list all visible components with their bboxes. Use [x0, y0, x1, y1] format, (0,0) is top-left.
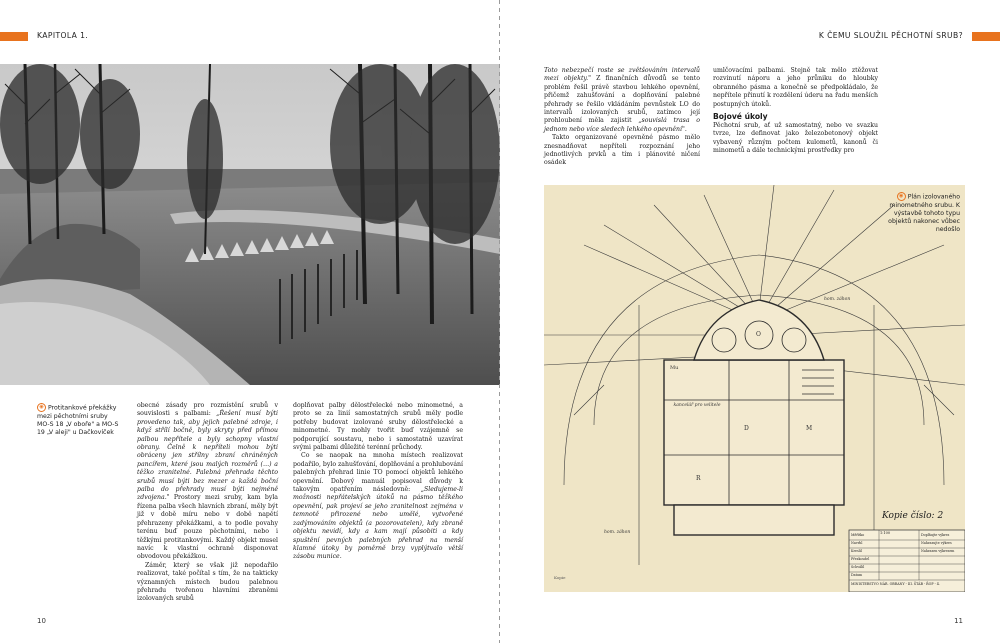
caption-marker-icon: ◉	[37, 403, 46, 412]
right-page	[500, 0, 1000, 643]
running-header: KAPITOLA 1.	[37, 31, 89, 40]
paragraph: Toto nebezpečí roste se zvětšováním intervalů mezi objekty." Z finančních důvodů se tento problém řešil právě stavbou lehkého opevnění, přičemž zahušťování a doplňování palebné přehrady se řešilo vkládáním pevnůstek LO do intervalů izolovaných srubů, zatímco její prohloubení měla zajistit „souvislá trasa o jednom nebo více sledech lehkého opevnění".	[544, 67, 700, 133]
paragraph: Pěchotní srub, ať už samostatný, nebo ve svazku tvrze, lze definovat jako železobetonový objekt vybavený různým počtem kulometů, kanonů či minometů a dále technickými prostředky pro	[713, 122, 878, 155]
accent-bar	[0, 32, 28, 41]
room-label: hom. záhon	[604, 530, 631, 535]
room-label: hom. záhon	[824, 297, 851, 302]
plan-caption: ◉ Plán izolovaného minometného srubu. K výstavbě tohoto typu objektů nakonec vůbec nedošlo	[888, 193, 960, 234]
title-block-revisions: Doplňujte výkres Nahrazujte výkres Nahrazen výkresem	[921, 533, 955, 553]
mortar-blockhouse-plan	[544, 185, 965, 592]
paragraph: doplňovat palby dělostřelecké nebo minometné, a proto se za linií samostatných srubů měly podle potřeby budovat izolované sruby dělostřelecké a minometné. Ty mohly tvořit buď vzájemně se podporující soustavu, nebo i samostatně uzavírat svými palbami důležité terénní průchody.	[293, 402, 463, 452]
room-label: Kopie	[554, 575, 566, 580]
text-column-2	[293, 402, 463, 562]
room-label: D	[744, 425, 749, 432]
paragraph: Takto organizované opevněné pásmo mělo znesnadňovat nepříteli rozpoznání jeho jednotlivých prvků a tím i plánovité ničení osádek	[544, 134, 700, 167]
copy-number-stamp: Kopie číslo: 2	[882, 511, 944, 521]
running-header: K ČEMU SLOUŽIL PĚCHOTNÍ SRUB?	[818, 31, 963, 40]
photo-caption: ◉ Protitankové překážky mezi pěchotními sruby MO-S 18 „V oboře" a MO-S 19 „V aleji" u Dačkovíček	[37, 404, 119, 437]
room-label: R	[696, 475, 701, 482]
page-number: 11	[954, 617, 963, 625]
text-column-1	[544, 67, 700, 168]
caption-marker-icon: ◉	[897, 192, 906, 201]
photo-anti-tank-obstacles	[0, 64, 500, 385]
accent-bar	[972, 32, 1000, 41]
paragraph: umlčovacími palbami. Stejně tak mělo ztěžovat rozvinutí náporu a jeho průniku do hloubky obranného pásma a konečně se předpokládalo, že nepřítele přinutí k rozdělení úderu na řadu menších postupných útoků.	[713, 67, 878, 108]
text-column-2	[713, 67, 878, 156]
title-block-labels: Měřítko Navrhl Kreslil Přezkoušel Schválil Datum	[851, 533, 870, 577]
room-label: O	[756, 331, 761, 338]
paragraph: Co se naopak na mnoha místech realizovat podařilo, bylo zahušťování, doplňování a prohlubování palebných přehrad linie TO pomocí objektů lehkého opevnění. Dobový manuál popisoval důvody k takovým opatřením následovně: „Sledujeme-li možnosti nepřátelských útoků na pásmo těžkého opevnění, pak projeví se jeho zranitelnost zejména v temnotě přirozené nebo umělé, vytvořené zadýmováním objektů (a pozorovatelen), kdy zbraně objektu nevidí, kdy a kam mají působiti a kdy spuštění pevných palebných přehrad na menší klamné útoky by poměrně brzy vyplýtvalo větší zásobu munice.	[293, 452, 463, 561]
paragraph: Záměr, který se však již nepodařilo realizovat, také počítal s tím, že na takticky významných místech budou palebnou přehradu tvořenou hlavními zbraněmi izolovaných srubů	[137, 561, 278, 603]
room-label: M	[806, 425, 813, 432]
room-label: Mu	[670, 365, 679, 371]
ministry-line: MINISTERSTVO NÁR. OBRANY - III. ŠTÁB - ŘOP - 4.	[851, 582, 940, 586]
room-label: kancelář pro velitele	[673, 403, 721, 408]
page-number: 10	[37, 617, 46, 625]
plan-scale: 1:100	[880, 531, 891, 535]
paragraph: obecné zásady pro rozmístění srubů v souvislosti s palbami: „Řešení musí býti provedeno tak, aby jejich palebné zdroje, i když střílí bočně, byly skryty před přímou palbou nepřítele a byly schopny vlastní obrany. Čelně k nepříteli mohou býti obráceny jen střílny zbraní chráněných pancířem, které jsou malých rozměrů (…) a těžko zranitelné. Palebná přehrada těchto srubů musí býti bez mezer a každá boční palba do přehrady musí býti nejméně zdvojena." Prostory mezi sruby, kam byla řízena palba všech hlavních zbraní, měly být již v době míru nebo v době napětí přehrazeny překážkami, a to podle povahy terénu buď pouze pěchotními, nebo i těžkými protitankovými. Každý objekt musel navíc k vlastní ochraně disponovat obvodovou překážkou.	[137, 402, 278, 561]
text-column-1	[137, 402, 278, 604]
section-heading: Bojové úkoly	[713, 112, 768, 122]
